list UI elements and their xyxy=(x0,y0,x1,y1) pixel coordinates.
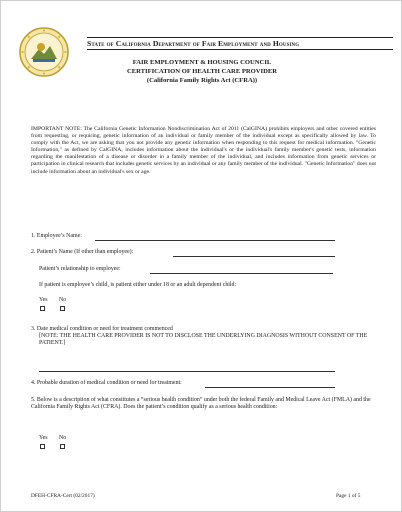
employee-name-field[interactable] xyxy=(95,240,335,241)
q5-no-label: No xyxy=(59,435,67,441)
header-rule-bottom xyxy=(87,49,393,50)
condition-date-label: 3. Date medical condition or need for treatment commenced xyxy=(31,326,173,332)
q2-no-checkbox[interactable] xyxy=(60,306,65,311)
patient-name-label: 2. Patient’s Name (If other than employee): xyxy=(31,249,134,255)
form-title: CERTIFICATION OF HEALTH CARE PROVIDER xyxy=(126,68,278,75)
header-rule-top xyxy=(87,37,393,38)
council-name: FAIR EMPLOYMENT & HOUSING COUNCIL xyxy=(132,59,272,66)
patient-name-field[interactable] xyxy=(173,256,335,257)
q5-yes-label: Yes xyxy=(39,435,48,441)
employee-name-label: 1. Employee’s Name: xyxy=(31,233,82,239)
page-number: Page 1 of 5 xyxy=(336,493,361,499)
serious-condition-question: 5. Below is a description of what constitutes a “serious health condition” under both the federal Family and Medical Leave Act (FMLA) and the California Family Rights Act (CFRA). Does the patient’s condition qualify as a serious health condition: xyxy=(31,397,371,411)
form-id: DFEH-CFRA-Cert (02/2017) xyxy=(31,493,95,499)
q2-yes-label: Yes xyxy=(39,297,48,303)
q5-yes-checkbox[interactable] xyxy=(40,444,45,449)
probable-duration-field[interactable] xyxy=(205,387,335,388)
condition-date-field[interactable] xyxy=(39,371,335,372)
diagnosis-disclosure-note: [NOTE: THE HEALTH CARE PROVIDER IS NOT TO DISCLOSE THE UNDERLYING DIAGNOSIS WITHOUT CONSENT OF THE PATIENT.] xyxy=(39,333,368,347)
q2-no-label: No xyxy=(59,297,67,303)
form-subtitle: (California Family Rights Act (CFRA)) xyxy=(146,77,258,84)
q5-no-checkbox[interactable] xyxy=(60,444,65,449)
patient-relationship-label: Patient’s relationship to employee: xyxy=(39,266,121,272)
agency-name: State of California Department of Fair Employment and Housing xyxy=(87,39,300,48)
probable-duration-label: 4. Probable duration of medical condition or need for treatment: xyxy=(31,380,182,386)
q2-yes-checkbox[interactable] xyxy=(40,306,45,311)
patient-child-question: If patient is employee’s child, is patient either under 18 or an adult dependent child: xyxy=(39,282,237,288)
important-note: IMPORTANT NOTE: The California Genetic Information Nondiscrimination Act of 2011 (CalGINA) prohibits employers and other covered entities from requesting, or requiring, genetic information of an individual or family member of the individual except as specifically allowed by law. To comply with the Act, we are asking that you not provide any genetic information when responding to this request for medical information. "Genetic Information," as defined by CalGINA, includes information about the individual's or the individual's family member's genetic tests, information regarding the manifestation of a disease or disorder in a family member of the individual, and includes information from genetic services or participation in clinical research that includes genetic services by an individual or any family member of the individual. "Genetic Information" does not include information about an individual's sex or age. xyxy=(31,126,376,175)
patient-relationship-field[interactable] xyxy=(150,273,333,274)
